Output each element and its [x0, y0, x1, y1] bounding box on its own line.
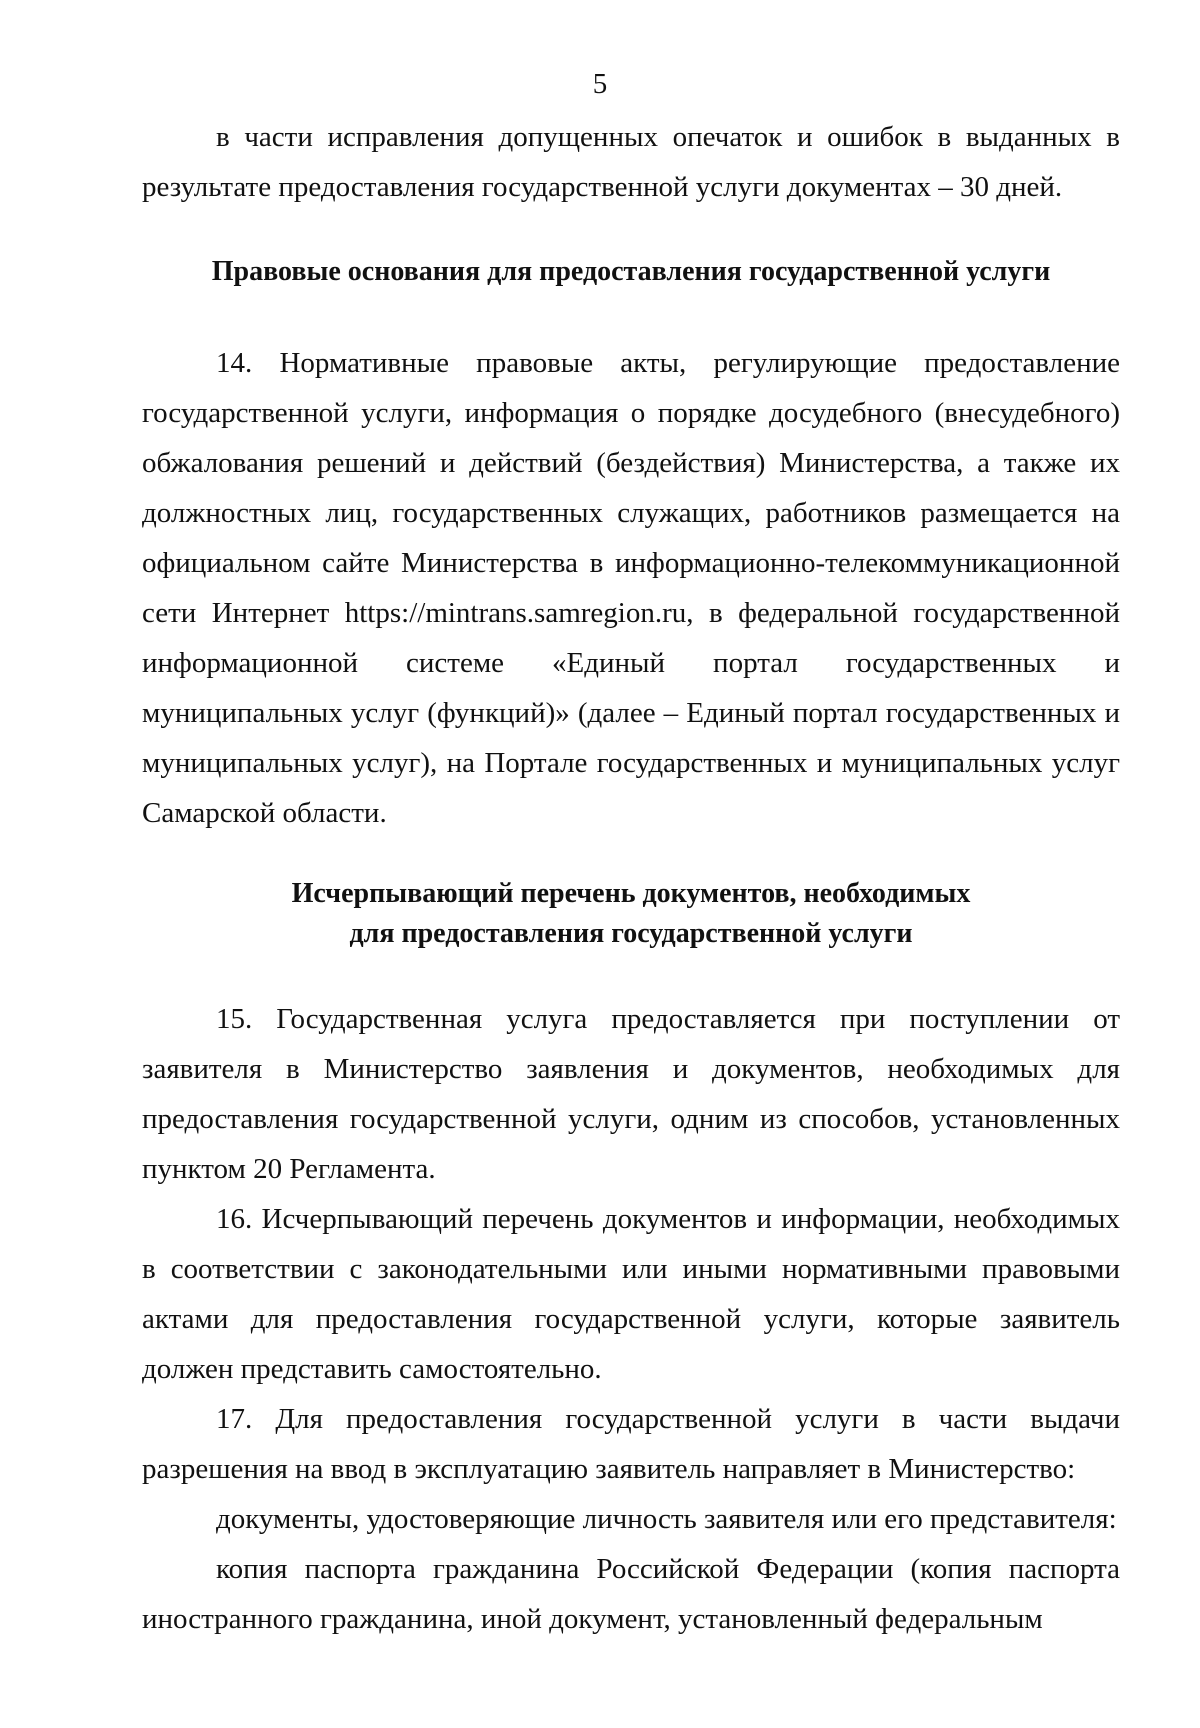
paragraph-intro: в части исправления допущенных опечаток и ошибок в выданных в результате предоставления государственной услуги документах – 30 дней.	[142, 121, 1120, 203]
paragraph-15: 15. Государственная услуга предоставляется при поступлении от заявителя в Министерство заявления и документов, необходимых для предоставления государственной услуги, одним из способов, установленных пунктом 20 Регламента.	[142, 1003, 1120, 1185]
paragraph-14: 14. Нормативные правовые акты, регулирующие предоставление государственной услуги, информация о порядке досудебного (внесудебного) обжалования решений и действий (бездействия) Министерства, а также их должностных лиц, государственных служащих, работников размещается на официальном сайте Министерства в информационно-телекоммуникационной сети Интернет https://mintrans.samregion.ru, в федеральной государственной информационной системе «Единый портал государственных и муниципальных услуг (функций)» (далее – Единый портал государственных и муниципальных услуг), на Портале государственных и муниципальных услуг Самарской области.	[142, 347, 1120, 829]
heading-documents-list-line-2: для предоставления государственной услуги	[349, 918, 913, 949]
heading-legal-basis: Правовые основания для предоставления государственной услуги	[211, 256, 1051, 287]
document-body	[142, 112, 1120, 1644]
heading-documents-list	[142, 874, 1120, 954]
heading-documents-list-line-1: Исчерпывающий перечень документов, необходимых	[291, 878, 971, 909]
page-number: 5	[592, 68, 608, 100]
paragraph-17: 17. Для предоставления государственной услуги в части выдачи разрешения на ввод в эксплуатацию заявитель направляет в Министерство:	[142, 1403, 1120, 1485]
paragraph-16: 16. Исчерпывающий перечень документов и информации, необходимых в соответствии с законодательными или иными нормативными правовыми актами для предоставления государственной услуги, которые заявитель должен представить самостоятельно.	[142, 1203, 1120, 1385]
paragraph-identity-docs: документы, удостоверяющие личность заявителя или его представителя:	[216, 1503, 1117, 1535]
paragraph-passport-copy: копия паспорта гражданина Российской Федерации (копия паспорта иностранного гражданина, иной документ, установленный федеральным	[142, 1553, 1120, 1635]
